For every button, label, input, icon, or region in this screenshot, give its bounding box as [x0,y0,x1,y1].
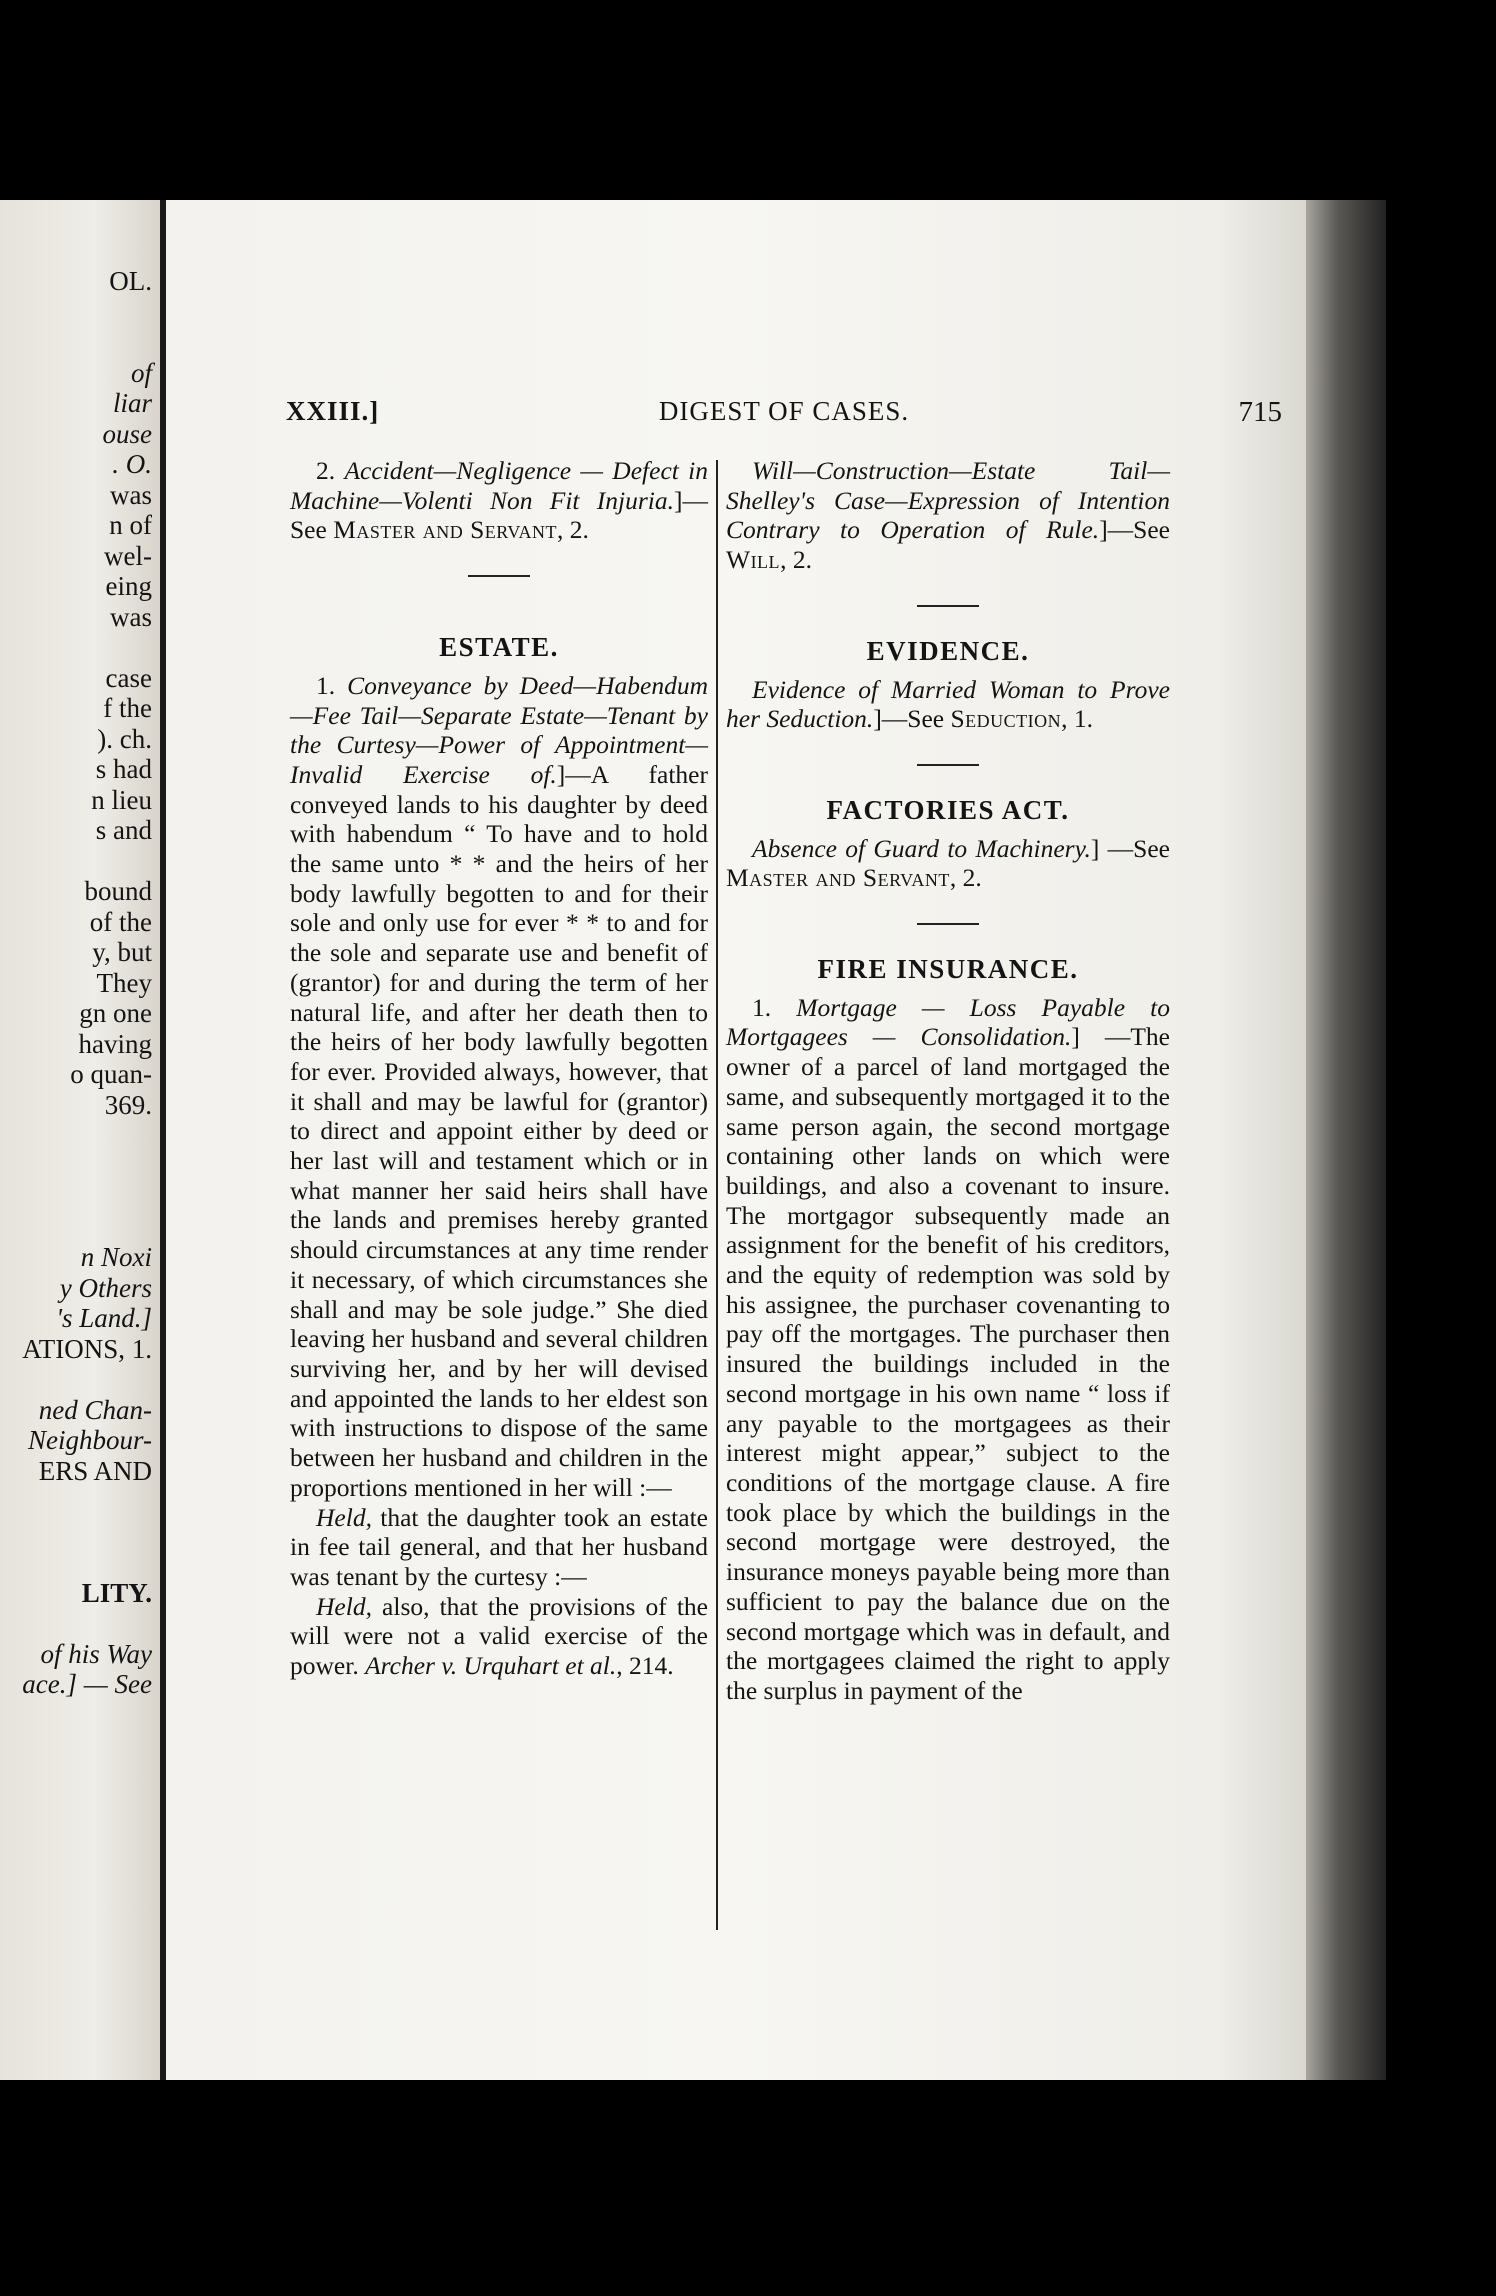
cross-reference: Seduction [950,704,1062,734]
header-volume: XXIII.] [286,396,380,426]
entry-number: 2. [316,456,336,485]
facing-page-line: s had [95,754,152,784]
facing-page-line: n lieu [91,784,152,815]
facing-page-line: y, but [92,937,152,967]
facing-page-line: ATIONS, 1. [22,1333,152,1364]
entry-title: Mortgage — Loss Payable to Mortgagees — Consolidation. [726,992,1170,1052]
heading-fire-insurance: FIRE INSURANCE. [817,954,1079,985]
facing-page-line: of the [89,906,152,937]
facing-page-line: n of [109,510,152,540]
book-binding-edge [1306,200,1386,2080]
entry-title: Absence of Guard to Machinery. [752,833,1091,863]
cross-reference-number: , 2. [780,545,812,575]
facing-page-line: ned Chan- [38,1394,152,1425]
facing-page-line: f the [103,693,152,723]
held-paragraph-2 [290,1592,708,1681]
facing-page-line: y Others [59,1272,152,1303]
cross-reference: Will [726,545,781,575]
heading-evidence: EVIDENCE. [866,635,1030,666]
right-column [726,456,1170,1706]
header-title: DIGEST OF CASES. [658,396,910,426]
entry-title: Accident—Negligence — Defect in Machine—Volenti Non Fit Injuria. [290,456,708,515]
entry-factories [726,834,1170,893]
facing-page-line: was [110,479,152,510]
facing-page-line: 369. [104,1089,152,1120]
column-divider [716,460,718,1930]
held-label: Held, [316,1502,372,1532]
facing-page-line: ouse [102,418,152,449]
see-prefix: ]—See [1099,515,1170,545]
running-header [286,396,1282,436]
held-label: Held, [316,1591,372,1621]
case-page: , 214. [616,1651,674,1681]
left-column [290,456,708,1681]
entry-title: Conveyance by Deed—Habendum—Fee Tail—Separate Estate—Tenant by the Curtesy—Power of Appointment—Invalid Exercise of. [290,670,709,789]
facing-page-line: liar [112,388,152,418]
facing-page-line: . O. [112,449,152,479]
facing-page-line: gn one [79,998,152,1028]
facing-page-line: was [110,601,152,632]
facing-page-line: LITY. [81,1577,152,1608]
facing-page-line: ERS AND [38,1455,152,1486]
facing-page-line: ace.] — See [22,1669,152,1699]
facing-page-line: Neighbour- [28,1425,152,1455]
cross-reference-number: , 1. [1061,704,1094,734]
facing-page-line: having [78,1028,152,1059]
heading-estate: ESTATE. [439,632,559,663]
facing-page-line: OL. [109,266,152,296]
see-prefix: ]—See [873,704,951,734]
page-number: 715 [1238,396,1282,428]
entry-number: 1. [752,992,772,1022]
facing-page-line: o quan- [70,1059,152,1089]
case-citation: Archer v. Urquhart et al. [365,1651,617,1681]
entry-evidence [726,675,1170,734]
entry-estate-1 [290,671,708,1503]
facing-page-line: s and [95,815,152,845]
facing-page-line: bound [84,876,152,906]
entry-bracket: ] [556,759,566,789]
heading-factories: FACTORIES ACT. [826,794,1070,825]
entry-will [726,456,1170,575]
see-prefix: ]—See [290,485,708,545]
facing-page-fragment [0,200,160,2080]
entry-fire-insurance-1 [726,993,1170,1706]
facing-page-line: wel- [104,540,152,571]
held-paragraph-1 [290,1503,708,1592]
entry-number: 1. [316,670,336,700]
facing-page-line: of [130,357,152,388]
facing-page-line: They [96,967,152,998]
entry-body: —A father conveyed lands to his daughter by deed with habendum “ To have and to hold the same unto * * and the heirs of her body lawfully begotten to and for their sole and only use for ever * * to and for the sole and separate use and benefit of (grantor) for and during the term of her natural life, and after her death then to the heirs of her body lawfully begotten for ever. Provided always, however, that it shall and may be lawful for (grantor) to direct and appoint either by deed or her last will and testament which or in what manner her said heirs shall have the lands and premises hereby granted should circumstances at any time render it necessary, of which circumstances she shall and may be sole judge.” She died leaving her husband and several children surviving her, and by her will devised and appointed the lands to her eldest son with instructions to dispose of the same between her husband and children in the proportions mentioned in her will :— [290,759,708,1502]
see-prefix: ] —See [1090,833,1170,863]
cross-reference: Master and Servant [726,863,950,893]
held-text: also, that the provisions of the will were not a valid exercise of the power. [290,1591,708,1681]
entry-body: ] —The owner of a parcel of land mortgaged the same, and subsequently mortgaged it to the same person again, the second mortgage containing other lands on which were buildings, and also a covenant to insure. The mortgagor subsequently made an assignment for the benefit of his creditors, and the equity of redemption was sold by his assignee, the purchaser covenanting to pay off the mortgages. The purchaser then insured the buildings included in the second mortgage in his own name “ loss if any payable to the mortgagees as their interest might appear,” subject to the conditions of the mortgage clause. A fire took place by which the buildings in the second mortgage were destroyed, the insurance moneys payable being more than sufficient to pay the balance due on the second mortgage which was in default, and the mortgagees claimed the right to apply the surplus in payment of the [726,1022,1170,1705]
book-page [166,200,1306,2080]
facing-page-line: n Noxi [80,1242,152,1272]
facing-page-line: eing [105,571,152,601]
facing-page-line: of his Way [40,1638,152,1669]
cross-reference: Master and Servant [333,515,558,545]
facing-page-line: 's Land.] [56,1303,152,1333]
entry-title: Evidence of Married Woman to Prove her Seduction. [726,674,1170,734]
held-text: that the daughter took an estate in fee tail general, and that her husband was tenant by the curtesy :— [290,1502,708,1591]
entry-accident [290,456,708,545]
facing-page-line: ). ch. [97,723,152,754]
entry-title: Will—Construction—Estate Tail—Shelley's Case—Expression of Intention Contrary to Operation of Rule. [726,456,1170,545]
cross-reference-number: , 2. [557,515,589,545]
cross-reference-number: , 2. [949,863,982,893]
facing-page-line: case [105,662,152,693]
